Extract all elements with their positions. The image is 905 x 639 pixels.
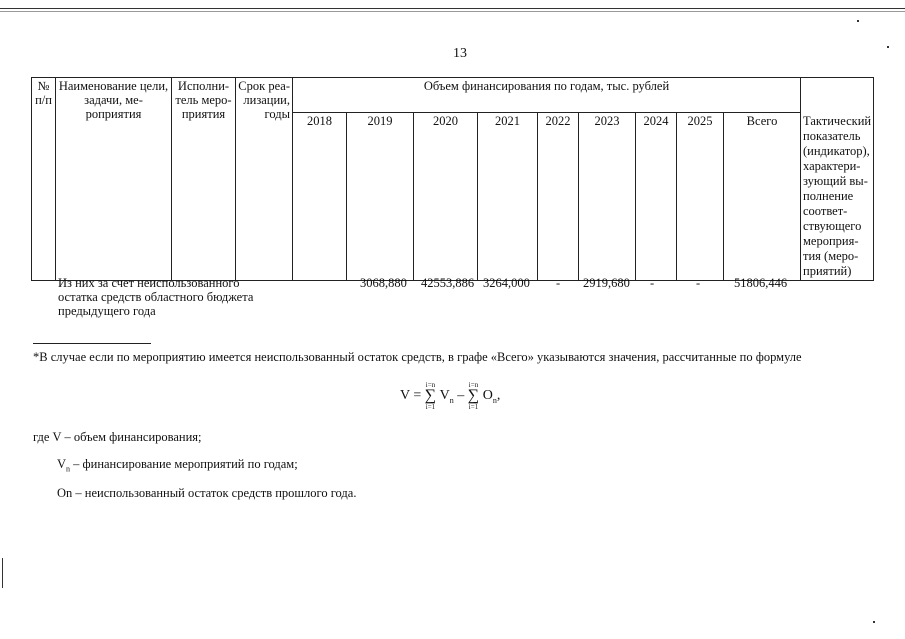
summary-value-2019: 3068,880: [360, 276, 407, 290]
year-header: 2018: [293, 112, 347, 280]
definition-v: где V – объем финансирования;: [33, 430, 202, 444]
summary-value-2025: -: [696, 276, 701, 290]
header-name: Наименование цели, задачи, ме- роприятия: [56, 78, 172, 281]
formula-term-vn: $V_n$: [439, 387, 454, 405]
year-header: 2019: [347, 112, 414, 280]
header-executor: Исполни- тель меро- приятия: [172, 78, 236, 281]
footnote-text: *В случае если по мероприятию имеется неиспользованный остаток средств, в графе «Всего» указываются значения, рассчитанные по формуле: [33, 350, 802, 364]
sum-symbol-2: i=n ∑ i=1: [467, 381, 480, 411]
financing-table: [31, 77, 874, 281]
year-header: 2020: [414, 112, 478, 280]
scan-speck: [887, 46, 889, 48]
total-header: Всего: [724, 112, 801, 280]
header-num: № п/п: [32, 78, 56, 281]
summary-value-2023: 2919,680: [583, 276, 630, 290]
summary-value-2021: 3264,000: [483, 276, 530, 290]
formula-minus: –: [457, 388, 465, 403]
definition-on: On – неиспользованный остаток средств прошлого года.: [57, 486, 357, 500]
formula-lhs: V =: [400, 388, 422, 403]
summary-value-2020: 42553,886: [421, 276, 475, 290]
page-number: 13: [453, 46, 467, 61]
definition-vn: $V_n$ – финансирование мероприятий по годам;: [57, 457, 298, 474]
header-term: Срок реа- лизации, годы: [236, 78, 293, 281]
header-financing: Объем финансирования по годам, тыс. рублей: [293, 78, 801, 113]
summary-value-2022: -: [556, 276, 561, 290]
sum-symbol-1: i=n ∑ i=1: [424, 381, 437, 411]
scan-top-border: [0, 8, 905, 9]
formula: [400, 381, 500, 411]
year-header: 2023: [579, 112, 636, 280]
scan-speck: [873, 621, 875, 623]
header-indicator: Тактический показатель (индикатор), характери- зующий вы- полнение соответ- ствующего мероприя- тия (меро- приятий): [801, 78, 874, 281]
year-header: 2024: [636, 112, 677, 280]
scan-top-border-2: [0, 11, 905, 12]
summary-value-2024: -: [650, 276, 655, 290]
scan-edge-mark: [2, 558, 3, 588]
scan-speck: [857, 20, 859, 22]
year-header: 2021: [478, 112, 538, 280]
formula-term-on: $O_n$,: [482, 387, 501, 405]
year-header: 2022: [538, 112, 579, 280]
footnote-separator: [33, 343, 151, 344]
summary-row-label: Из них за счет неиспользованного остатка средств областного бюджета предыдущего года: [58, 276, 254, 318]
year-header: 2025: [677, 112, 724, 280]
summary-value-total: 51806,446: [734, 276, 788, 290]
